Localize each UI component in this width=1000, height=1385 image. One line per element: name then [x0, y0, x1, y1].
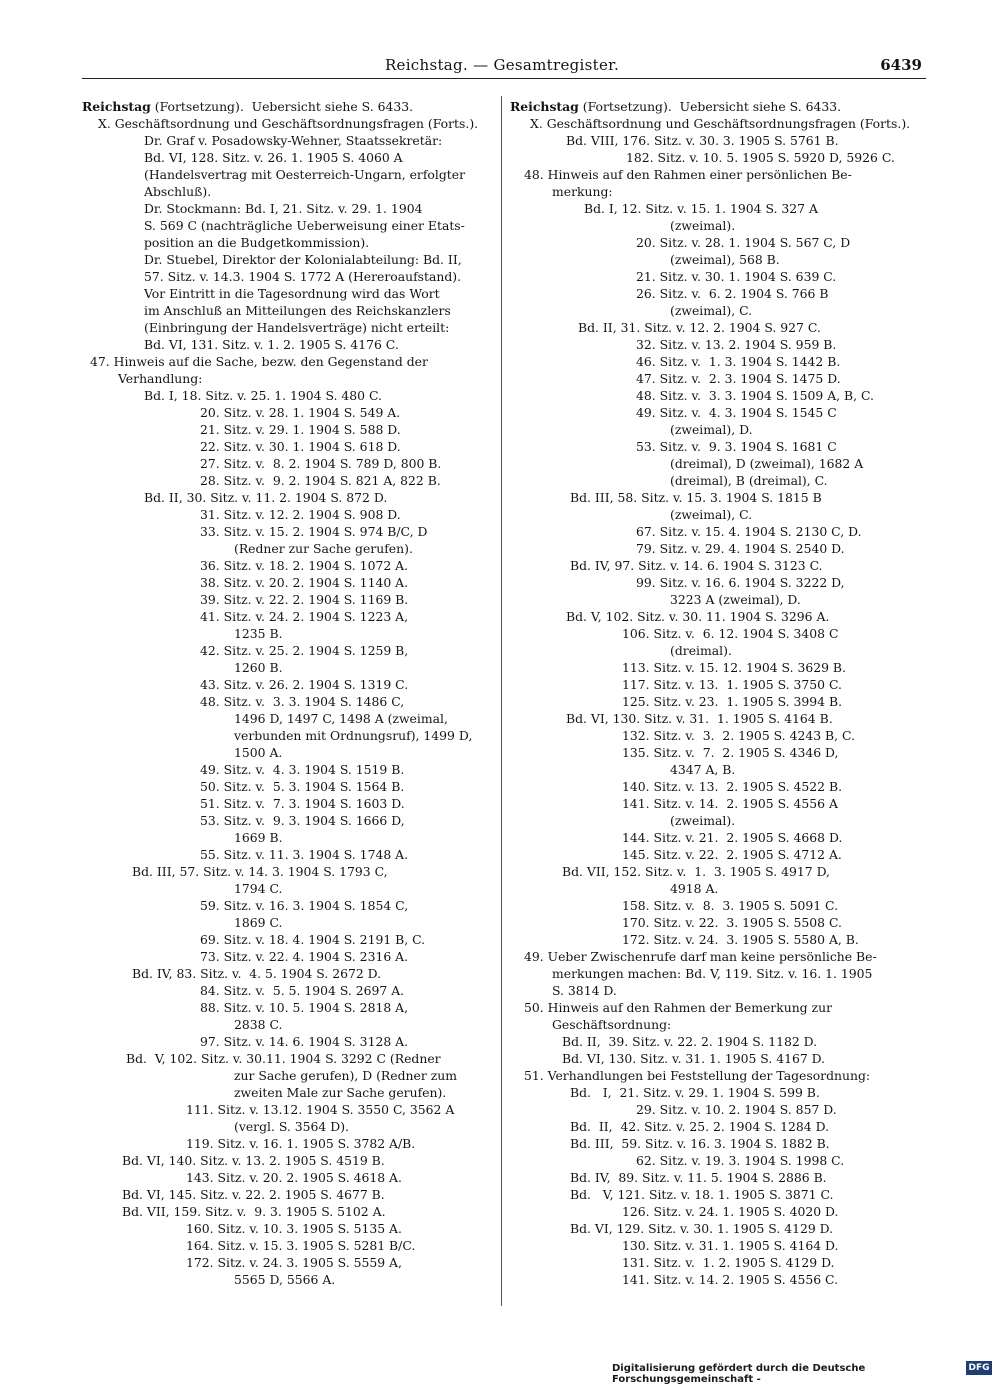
index-line: Reichstag (Fortsetzung). Uebersicht siehe S. 6433.	[510, 99, 842, 114]
index-line: Bd. II, 31. Sitz. v. 12. 2. 1904 S. 927 C.	[578, 320, 821, 335]
index-line: 113. Sitz. v. 15. 12. 1904 S. 3629 B.	[622, 660, 846, 675]
index-line: Bd. VII, 159. Sitz. v. 9. 3. 1905 S. 5102 A.	[122, 1204, 386, 1219]
index-line: Bd. IV, 89. Sitz. v. 11. 5. 1904 S. 2886 B.	[570, 1170, 827, 1185]
index-line: Bd. VI, 131. Sitz. v. 1. 2. 1905 S. 4176 C.	[144, 337, 399, 352]
index-line: 62. Sitz. v. 19. 3. 1904 S. 1998 C.	[636, 1153, 845, 1168]
index-line: 2838 C.	[234, 1017, 283, 1032]
index-line: Bd. V, 102. Sitz. v. 30. 11. 1904 S. 3296 A.	[566, 609, 830, 624]
index-line: Bd. III, 57. Sitz. v. 14. 3. 1904 S. 1793 C,	[132, 864, 388, 879]
index-line: 42. Sitz. v. 25. 2. 1904 S. 1259 B,	[200, 643, 409, 658]
index-line: Dr. Graf v. Posadowsky-Wehner, Staatssekretär:	[144, 133, 443, 148]
index-line: 145. Sitz. v. 22. 2. 1905 S. 4712 A.	[622, 847, 842, 862]
index-line: 158. Sitz. v. 8. 3. 1905 S. 5091 C.	[622, 898, 839, 913]
index-line: merkung:	[552, 184, 613, 199]
index-line: 22. Sitz. v. 30. 1. 1904 S. 618 D.	[200, 439, 401, 454]
index-line: 48. Hinweis auf den Rahmen einer persönlichen Be-	[524, 167, 852, 182]
index-line: 20. Sitz. v. 28. 1. 1904 S. 567 C, D	[636, 235, 851, 250]
index-line: 21. Sitz. v. 30. 1. 1904 S. 639 C.	[636, 269, 837, 284]
index-line: 144. Sitz. v. 21. 2. 1905 S. 4668 D.	[622, 830, 843, 845]
index-line: 111. Sitz. v. 13.12. 1904 S. 3550 C, 3562 A	[186, 1102, 455, 1117]
index-line: 48. Sitz. v. 3. 3. 1904 S. 1486 C,	[200, 694, 405, 709]
index-line: Bd. VI, 145. Sitz. v. 22. 2. 1905 S. 4677 B.	[122, 1187, 385, 1202]
index-line: (zweimal), C.	[670, 507, 753, 522]
running-title: Reichstag. — Gesamtregister.	[384, 56, 620, 74]
index-line: 160. Sitz. v. 10. 3. 1905 S. 5135 A.	[186, 1221, 402, 1236]
index-line: 53. Sitz. v. 9. 3. 1904 S. 1681 C	[636, 439, 837, 454]
index-line: 170. Sitz. v. 22. 3. 1905 S. 5508 C.	[622, 915, 842, 930]
index-line: 51. Sitz. v. 7. 3. 1904 S. 1603 D.	[200, 796, 405, 811]
index-line: 88. Sitz. v. 10. 5. 1904 S. 2818 A,	[200, 1000, 409, 1015]
index-line: zur Sache gerufen), D (Redner zum	[234, 1068, 457, 1083]
index-line: 79. Sitz. v. 29. 4. 1904 S. 2540 D.	[636, 541, 845, 556]
index-line: (zweimal), 568 B.	[670, 252, 780, 267]
index-line: S. 3814 D.	[552, 983, 617, 998]
index-line: 140. Sitz. v. 13. 2. 1905 S. 4522 B.	[622, 779, 843, 794]
index-line: S. 569 C (nachträgliche Ueberweisung einer Etats-	[144, 218, 465, 233]
index-line: Geschäftsordnung:	[552, 1017, 672, 1032]
index-line: merkungen machen: Bd. V, 119. Sitz. v. 16. 1. 1905	[552, 966, 873, 981]
index-line: (Einbringung der Handelsverträge) nicht erteilt:	[144, 320, 450, 335]
index-line: Vor Eintritt in die Tagesordnung wird das Wort	[144, 286, 440, 301]
index-line: 125. Sitz. v. 23. 1. 1905 S. 3994 B.	[622, 694, 843, 709]
index-line: Dr. Stockmann: Bd. I, 21. Sitz. v. 29. 1. 1904	[144, 201, 423, 216]
index-line: (zweimal), D.	[670, 422, 753, 437]
index-line: verbunden mit Ordnungsruf), 1499 D,	[234, 728, 473, 743]
index-line: 1496 D, 1497 C, 1498 A (zweimal,	[234, 711, 448, 726]
index-line: position an die Budgetkommission).	[144, 235, 370, 250]
index-line: 20. Sitz. v. 28. 1. 1904 S. 549 A.	[200, 405, 401, 420]
index-line: 50. Sitz. v. 5. 3. 1904 S. 1564 B.	[200, 779, 405, 794]
index-line: Bd. V, 121. Sitz. v. 18. 1. 1905 S. 3871 C.	[570, 1187, 834, 1202]
index-line: (Redner zur Sache gerufen).	[234, 541, 413, 556]
index-line: zweiten Male zur Sache gerufen).	[234, 1085, 447, 1100]
index-line: 39. Sitz. v. 22. 2. 1904 S. 1169 B.	[200, 592, 409, 607]
index-line: 47. Sitz. v. 2. 3. 1904 S. 1475 D.	[636, 371, 841, 386]
index-line: im Anschluß an Mitteilungen des Reichskanzlers	[144, 303, 451, 318]
index-line: 4918 A.	[670, 881, 719, 896]
index-line: 26. Sitz. v. 6. 2. 1904 S. 766 B	[636, 286, 829, 301]
index-line: Bd. VI, 130. Sitz. v. 31. 1. 1905 S. 4164 B.	[566, 711, 833, 726]
index-line: 182. Sitz. v. 10. 5. 1905 S. 5920 D, 5926 C.	[626, 150, 895, 165]
index-line: 1669 B.	[234, 830, 283, 845]
index-line: 57. Sitz. v. 14.3. 1904 S. 1772 A (Hereroaufstand).	[144, 269, 462, 284]
index-line: 141. Sitz. v. 14. 2. 1905 S. 4556 C.	[622, 1272, 839, 1287]
index-line: Bd. V, 102. Sitz. v. 30.11. 1904 S. 3292 C (Redner	[126, 1051, 441, 1066]
index-line: 69. Sitz. v. 18. 4. 1904 S. 2191 B, C.	[200, 932, 426, 947]
index-line: 119. Sitz. v. 16. 1. 1905 S. 3782 A/B.	[186, 1136, 416, 1151]
column-divider	[501, 96, 502, 1306]
index-line: 5565 D, 5566 A.	[234, 1272, 336, 1287]
index-line: 1235 B.	[234, 626, 283, 641]
header-rule	[82, 78, 926, 79]
index-line: 53. Sitz. v. 9. 3. 1904 S. 1666 D,	[200, 813, 405, 828]
index-line: 46. Sitz. v. 1. 3. 1904 S. 1442 B.	[636, 354, 841, 369]
index-line: 29. Sitz. v. 10. 2. 1904 S. 857 D.	[636, 1102, 837, 1117]
index-line: 141. Sitz. v. 14. 2. 1905 S. 4556 A	[622, 796, 838, 811]
index-line: (Handelsvertrag mit Oesterreich-Ungarn, erfolgter	[144, 167, 466, 182]
index-line: 1500 A.	[234, 745, 283, 760]
index-line: 1869 C.	[234, 915, 283, 930]
index-line: 135. Sitz. v. 7. 2. 1905 S. 4346 D,	[622, 745, 839, 760]
index-line: 28. Sitz. v. 9. 2. 1904 S. 821 A, 822 B.	[200, 473, 441, 488]
index-line: Bd. I, 12. Sitz. v. 15. 1. 1904 S. 327 A	[584, 201, 818, 216]
index-line: Bd. VI, 129. Sitz. v. 30. 1. 1905 S. 4129 D.	[570, 1221, 834, 1236]
index-line: Bd. II, 39. Sitz. v. 22. 2. 1904 S. 1182 D.	[562, 1034, 818, 1049]
index-line: Bd. VIII, 176. Sitz. v. 30. 3. 1905 S. 5761 B.	[566, 133, 839, 148]
page-number: 6439	[880, 56, 922, 74]
index-line: 73. Sitz. v. 22. 4. 1904 S. 2316 A.	[200, 949, 409, 964]
index-line: 132. Sitz. v. 3. 2. 1905 S. 4243 B, C.	[622, 728, 855, 743]
index-line: 55. Sitz. v. 11. 3. 1904 S. 1748 A.	[200, 847, 409, 862]
index-line: Reichstag (Fortsetzung). Uebersicht siehe S. 6433.	[82, 99, 414, 114]
index-line: 49. Sitz. v. 4. 3. 1904 S. 1545 C	[636, 405, 837, 420]
index-line: 21. Sitz. v. 29. 1. 1904 S. 588 D.	[200, 422, 401, 437]
left-column	[82, 98, 492, 1288]
index-line: Verhandlung:	[118, 371, 203, 386]
index-line: 51. Verhandlungen bei Feststellung der Tagesordnung:	[524, 1068, 871, 1083]
index-line: 117. Sitz. v. 13. 1. 1905 S. 3750 C.	[622, 677, 842, 692]
index-line: (dreimal).	[670, 643, 732, 658]
index-line: X. Geschäftsordnung und Geschäftsordnungsfragen (Forts.).	[530, 116, 911, 131]
index-line: Bd. VII, 152. Sitz. v. 1. 3. 1905 S. 4917 D,	[562, 864, 830, 879]
index-line: 97. Sitz. v. 14. 6. 1904 S. 3128 A.	[200, 1034, 409, 1049]
index-line: 33. Sitz. v. 15. 2. 1904 S. 974 B/C, D	[200, 524, 428, 539]
index-line: 84. Sitz. v. 5. 5. 1904 S. 2697 A.	[200, 983, 405, 998]
index-line: (vergl. S. 3564 D).	[234, 1119, 349, 1134]
index-line: Bd. VI, 128. Sitz. v. 26. 1. 1905 S. 4060 A	[144, 150, 403, 165]
index-line: (zweimal), C.	[670, 303, 753, 318]
index-line: (dreimal), D (zweimal), 1682 A	[670, 456, 864, 471]
index-line: 27. Sitz. v. 8. 2. 1904 S. 789 D, 800 B.	[200, 456, 442, 471]
index-line: Bd. III, 59. Sitz. v. 16. 3. 1904 S. 1882 B.	[570, 1136, 830, 1151]
index-line: 38. Sitz. v. 20. 2. 1904 S. 1140 A.	[200, 575, 409, 590]
index-line: 59. Sitz. v. 16. 3. 1904 S. 1854 C,	[200, 898, 409, 913]
index-line: 1794 C.	[234, 881, 283, 896]
index-line: 143. Sitz. v. 20. 2. 1905 S. 4618 A.	[186, 1170, 402, 1185]
index-line: Bd. IV, 83. Sitz. v. 4. 5. 1904 S. 2672 D.	[132, 966, 382, 981]
page-header	[82, 56, 922, 80]
index-line: X. Geschäftsordnung und Geschäftsordnungsfragen (Forts.).	[98, 116, 479, 131]
index-line: (zweimal).	[670, 813, 736, 828]
index-line: 1260 B.	[234, 660, 283, 675]
index-line: 3223 A (zweimal), D.	[670, 592, 801, 607]
index-line: Bd. VI, 130. Sitz. v. 31. 1. 1905 S. 4167 D.	[562, 1051, 826, 1066]
index-line: 31. Sitz. v. 12. 2. 1904 S. 908 D.	[200, 507, 401, 522]
index-line: 48. Sitz. v. 3. 3. 1904 S. 1509 A, B, C.	[636, 388, 874, 403]
index-line: 164. Sitz. v. 15. 3. 1905 S. 5281 B/C.	[186, 1238, 416, 1253]
index-line: 43. Sitz. v. 26. 2. 1904 S. 1319 C.	[200, 677, 409, 692]
index-line: 131. Sitz. v. 1. 2. 1905 S. 4129 D.	[622, 1255, 835, 1270]
right-column	[510, 98, 924, 1288]
index-line: Bd. II, 30. Sitz. v. 11. 2. 1904 S. 872 D.	[144, 490, 388, 505]
index-line: 130. Sitz. v. 31. 1. 1905 S. 4164 D.	[622, 1238, 839, 1253]
index-line: 32. Sitz. v. 13. 2. 1904 S. 959 B.	[636, 337, 837, 352]
index-line: Dr. Stuebel, Direktor der Kolonialabteilung: Bd. II,	[144, 252, 462, 267]
index-line: Abschluß).	[144, 184, 212, 199]
index-line: 41. Sitz. v. 24. 2. 1904 S. 1223 A,	[200, 609, 409, 624]
index-line: 172. Sitz. v. 24. 3. 1905 S. 5580 A, B.	[622, 932, 859, 947]
index-line: 106. Sitz. v. 6. 12. 1904 S. 3408 C	[622, 626, 839, 641]
index-line: Bd. II, 42. Sitz. v. 25. 2. 1904 S. 1284 D.	[570, 1119, 830, 1134]
index-line: 49. Sitz. v. 4. 3. 1904 S. 1519 B.	[200, 762, 405, 777]
index-line: (zweimal).	[670, 218, 736, 233]
index-line: Bd. III, 58. Sitz. v. 15. 3. 1904 S. 1815 B	[570, 490, 822, 505]
footer-credit: Digitalisierung gefördert durch die Deutsche Forschungsgemeinschaft -	[612, 1363, 866, 1385]
index-line: 172. Sitz. v. 24. 3. 1905 S. 5559 A,	[186, 1255, 402, 1270]
index-line: 99. Sitz. v. 16. 6. 1904 S. 3222 D,	[636, 575, 845, 590]
index-line: 67. Sitz. v. 15. 4. 1904 S. 2130 C, D.	[636, 524, 862, 539]
index-line: 36. Sitz. v. 18. 2. 1904 S. 1072 A.	[200, 558, 409, 573]
index-line: 50. Hinweis auf den Rahmen der Bemerkung zur	[524, 1000, 832, 1015]
index-line: 49. Ueber Zwischenrufe darf man keine persönliche Be-	[524, 949, 877, 964]
index-line: 47. Hinweis auf die Sache, bezw. den Gegenstand der	[90, 354, 428, 369]
index-line: 126. Sitz. v. 24. 1. 1905 S. 4020 D.	[622, 1204, 839, 1219]
index-line: Bd. I, 18. Sitz. v. 25. 1. 1904 S. 480 C.	[144, 388, 382, 403]
index-line: (dreimal), B (dreimal), C.	[670, 473, 828, 488]
index-line: 4347 A, B.	[670, 762, 736, 777]
index-line: Bd. IV, 97. Sitz. v. 14. 6. 1904 S. 3123 C.	[570, 558, 823, 573]
dfg-logo-icon: DFG	[966, 1361, 992, 1375]
index-line: Bd. I, 21. Sitz. v. 29. 1. 1904 S. 599 B.	[570, 1085, 820, 1100]
index-line: Bd. VI, 140. Sitz. v. 13. 2. 1905 S. 4519 B.	[122, 1153, 385, 1168]
